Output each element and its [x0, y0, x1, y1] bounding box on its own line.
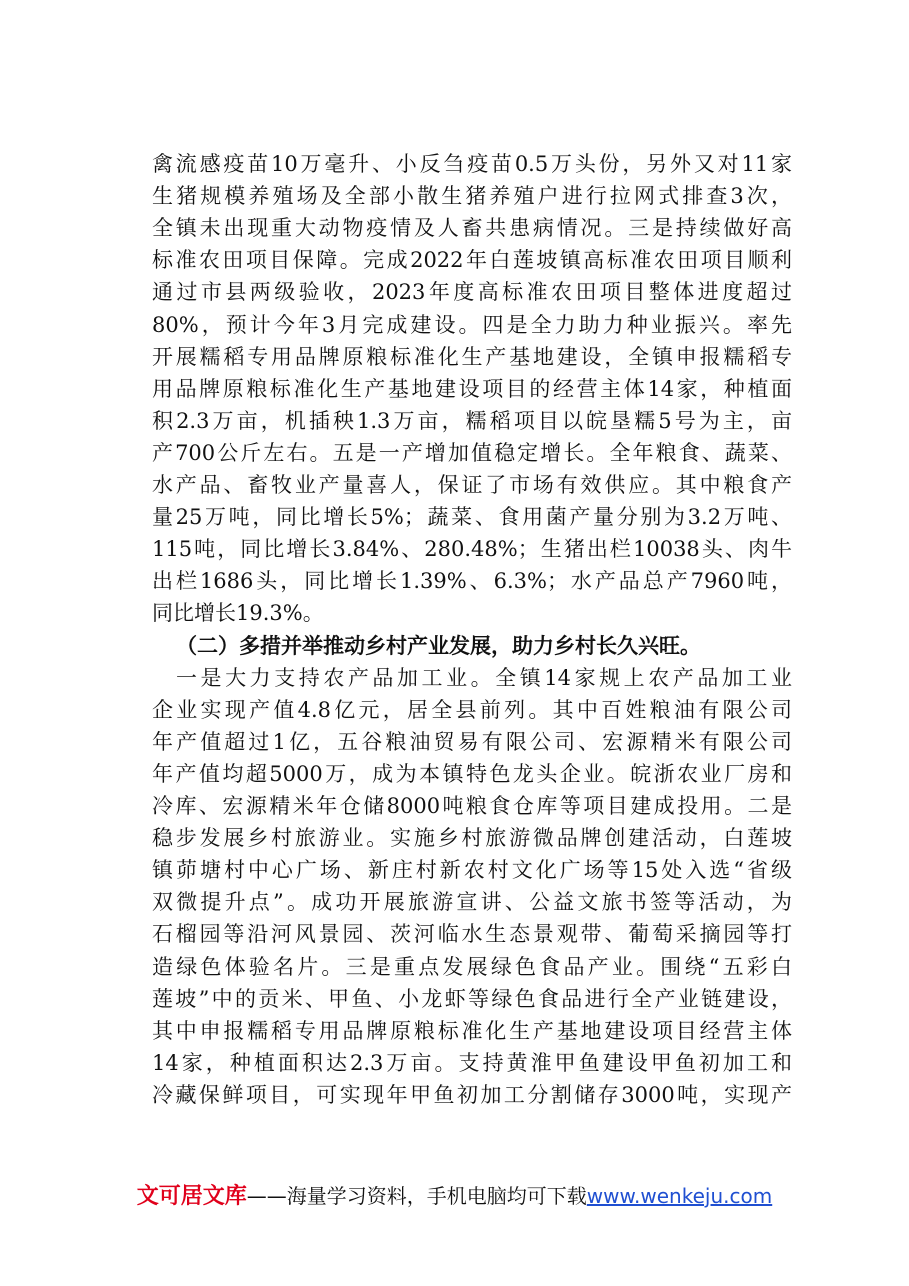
text-line: 年产值均超5000万，成为本镇特色龙头企业。皖浙农业厂房和 [152, 761, 792, 786]
text-line: 水产品、畜牧业产量喜人，保证了市场有效供应。其中粮食产 [152, 473, 792, 497]
text-line: 一是大力支持农产品加工业。全镇14家规上农产品加工业 [176, 665, 792, 690]
text-line: 镇茆塘村中心广场、新庄村新农村文化广场等15处入选“省级 [152, 858, 792, 883]
footer-brand: 文可居文库 [136, 1184, 247, 1209]
footer-slogan: ——海量学习资料，手机电脑均可下载 [246, 1184, 587, 1208]
text-line: 用品牌原粮标准化生产基地建设项目的经营主体14家，种植面 [152, 376, 792, 401]
text-line: 产700公斤左右。五是一产增加值稳定增长。全年粮食、蔬菜、 [152, 440, 792, 465]
text-line: 双微提升点”。成功开展旅游宣讲、公益文旅书签等活动，为 [152, 890, 792, 915]
text-line: 年产值超过1亿，五谷粮油贸易有限公司、宏源精米有限公司 [152, 729, 792, 754]
text-line: 禽流感疫苗10万毫升、小反刍疫苗0.5万头份，另外又对11家 [152, 152, 792, 176]
text-line: 标准农田项目保障。完成2022年白莲坡镇高标准农田项目顺利 [152, 248, 792, 273]
text-line: 其中申报糯稻专用品牌原粮标准化生产基地建设项目经营主体 [152, 1018, 792, 1043]
text-line: 造绿色体验名片。三是重点发展绿色食品产业。围绕“五彩白 [152, 954, 792, 979]
text-line: 通过市县两级验收，2023年度高标准农田项目整体进度超过 [152, 280, 792, 305]
text-line: 115吨，同比增长3.84%、280.48%；生猪出栏10038头、肉牛 [152, 537, 792, 562]
text-line: 生猪规模养殖场及全部小散生猪养殖户进行拉网式排查3次， [152, 184, 792, 209]
text-line: 企业实现产值4.8亿元，居全县前列。其中百姓粮油有限公司 [152, 697, 792, 722]
text-line: 14家，种植面积达2.3万亩。支持黄淮甲鱼建设甲鱼初加工和 [152, 1050, 792, 1075]
text-line: 积2.3万亩，机插秧1.3万亩，糯稻项目以皖垦糯5号为主，亩 [152, 408, 792, 433]
footer-watermark [0, 1180, 909, 1213]
text-line: 全镇未出现重大动物疫情及人畜共患病情况。三是持续做好高 [152, 216, 792, 241]
section-heading: （二）多措并举推动乡村产业发展，助力乡村长久兴旺。 [176, 632, 701, 658]
text-line: 80%，预计今年3月完成建设。四是全力助力种业振兴。率先 [152, 312, 792, 337]
footer-url-link[interactable]: www.wenkeju.com [586, 1184, 773, 1208]
text-line: 同比增长19.3%。 [152, 601, 324, 626]
text-line: 石榴园等沿河风景园、茨河临水生态景观带、葡萄采摘园等打 [152, 922, 792, 947]
text-line: 稳步发展乡村旅游业。实施乡村旅游微品牌创建活动，白莲坡 [152, 826, 792, 851]
text-line: 开展糯稻专用品牌原粮标准化生产基地建设，全镇申报糯稻专 [152, 344, 792, 369]
text-line: 莲坡”中的贡米、甲鱼、小龙虾等绿色食品进行全产业链建设， [152, 986, 792, 1011]
text-line: 出栏1686头，同比增长1.39%、6.3%；水产品总产7960吨， [152, 569, 792, 594]
text-line: 冷库、宏源精米年仓储8000吨粮食仓库等项目建成投用。二是 [152, 794, 792, 818]
text-line: 冷藏保鲜项目，可实现年甲鱼初加工分割储存3000吨，实现产 [152, 1082, 792, 1107]
text-line: 量25万吨，同比增长5%；蔬菜、食用菌产量分别为3.2万吨、 [152, 505, 792, 530]
